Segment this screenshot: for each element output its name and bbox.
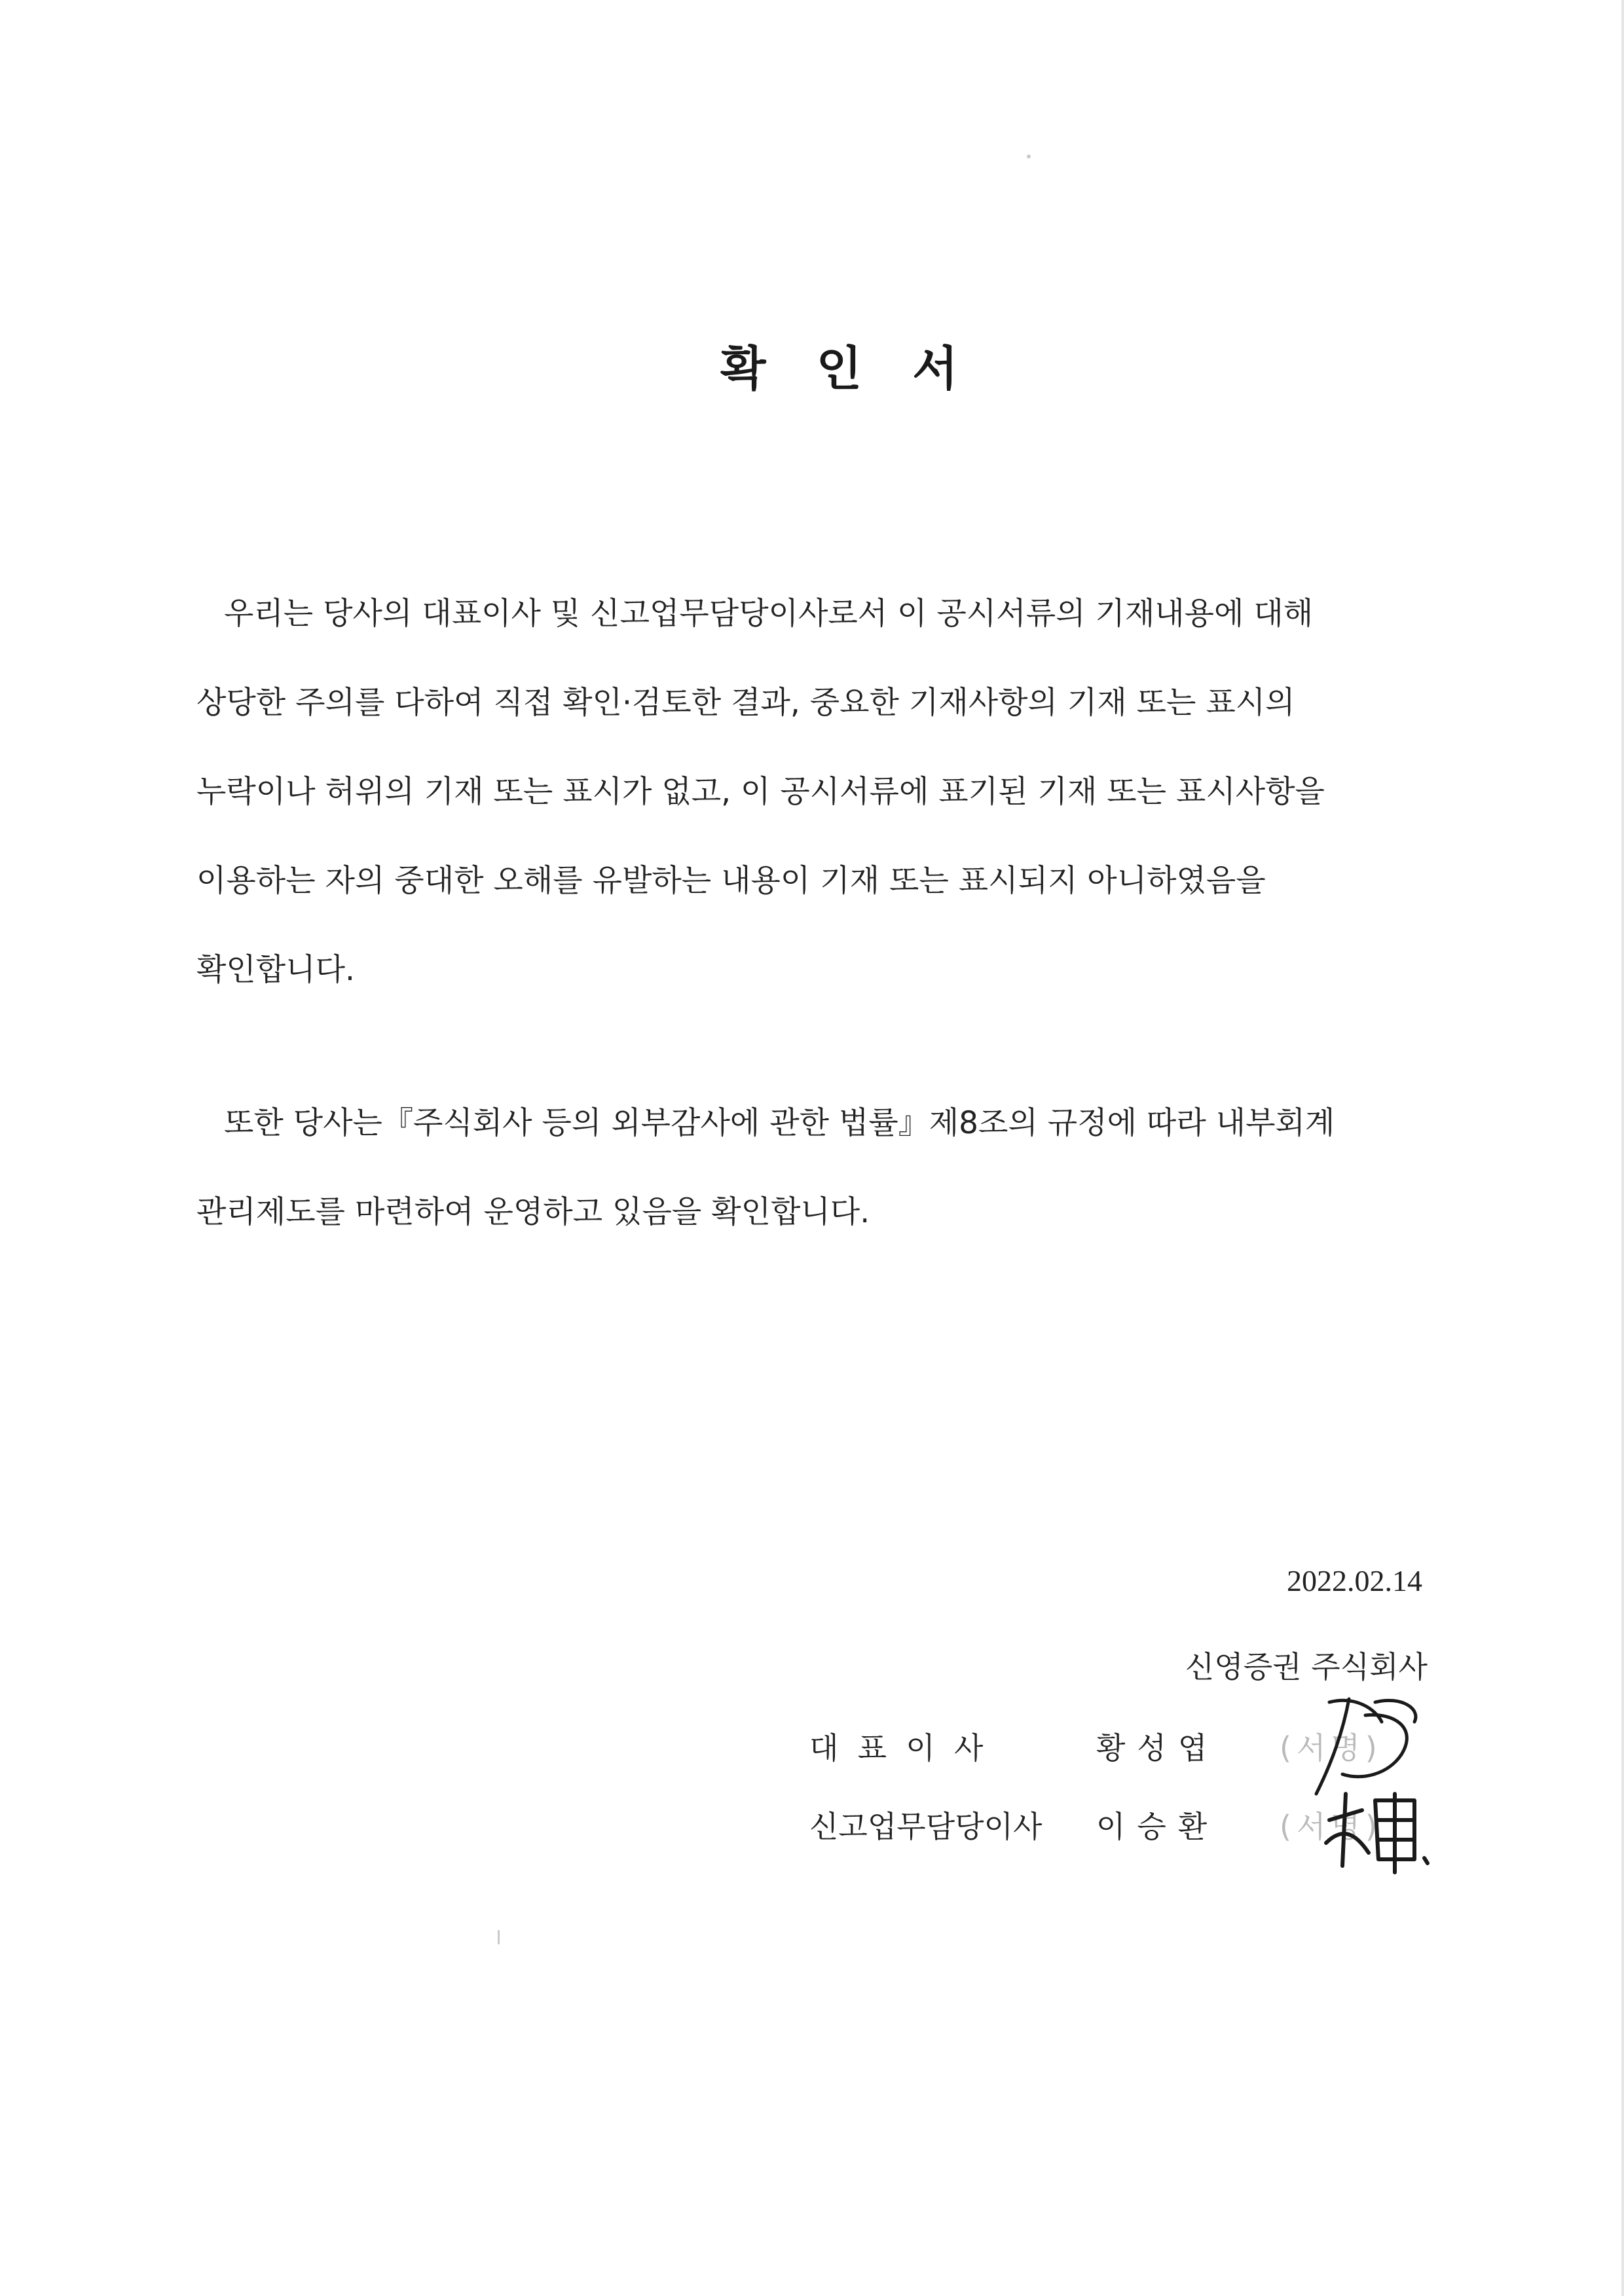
- paragraph-line: 관리제도를 마련하여 운영하고 있음을 확인합니다.: [196, 1194, 870, 1230]
- signatory-name: 이승환: [1096, 1809, 1219, 1844]
- paragraph-line: 우리는 당사의 대표이사 및 신고업무담당이사로서 이 공시서류의 기재내용에 대해: [224, 596, 1314, 632]
- internal-control-paragraph: [196, 1079, 1441, 1257]
- signature-mark-label: (서명): [1280, 1730, 1382, 1766]
- scan-edge: [1621, 0, 1624, 2296]
- officer-handwritten-signature: [1316, 1781, 1441, 1879]
- paragraph-line: 상당한 주의를 다하여 직접 확인·검토한 결과, 중요한 기재사항의 기재 또는 표시의: [196, 685, 1295, 721]
- scan-speck: [1027, 155, 1031, 158]
- signature-mark-label: (서명): [1280, 1809, 1382, 1844]
- paragraph-line: 이용하는 자의 중대한 오해를 유발하는 내용이 기재 또는 표시되지 아니하였음을: [196, 863, 1266, 899]
- document-title: 확 인 서: [720, 341, 975, 396]
- signatory-role: 대 표 이 사: [809, 1730, 984, 1766]
- scan-speck: [498, 1930, 500, 1944]
- company-name: 신영증권 주식회사: [1185, 1649, 1428, 1685]
- document-date: 2022.02.14: [1287, 1564, 1422, 1597]
- paragraph-line: 확인합니다.: [196, 952, 355, 988]
- confirmation-paragraph: [196, 570, 1441, 1015]
- signatory-role: 신고업무담당이사: [809, 1809, 1043, 1844]
- signatory-name: 황성엽: [1096, 1730, 1219, 1766]
- paragraph-line: 누락이나 허위의 기재 또는 표시가 없고, 이 공시서류에 표기된 기재 또는 표시사항을: [196, 774, 1325, 810]
- paragraph-line: 또한 당사는『주식회사 등의 외부감사에 관한 법률』제8조의 규정에 따라 내부회계: [224, 1105, 1335, 1141]
